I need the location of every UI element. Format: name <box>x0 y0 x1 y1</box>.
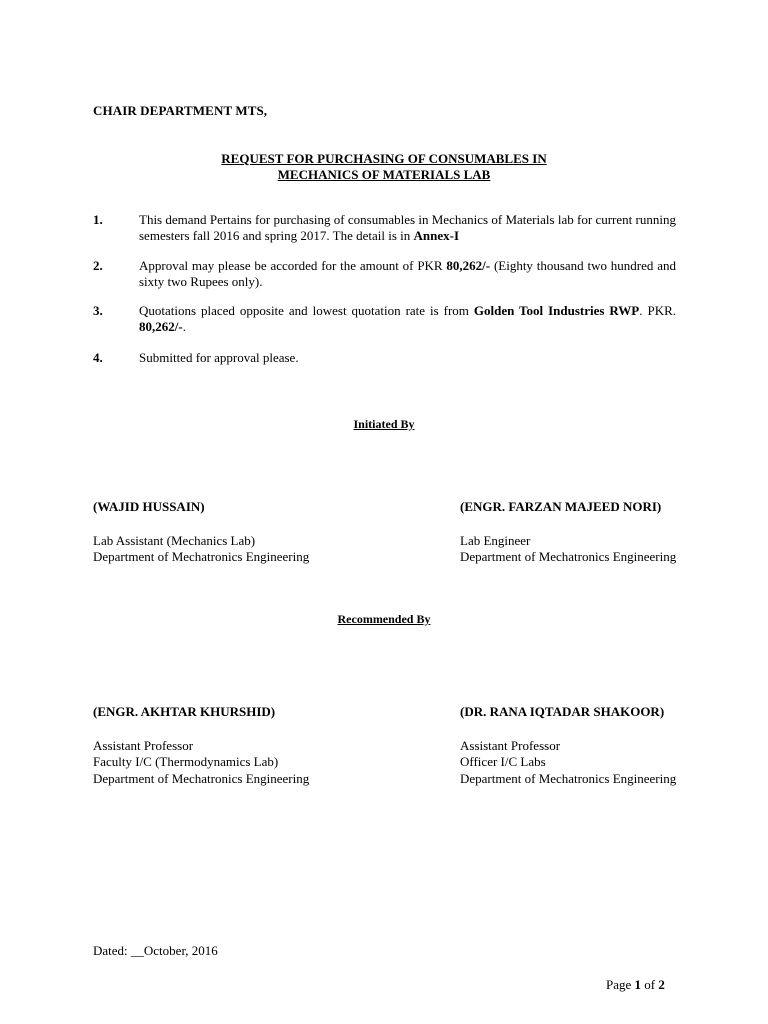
item-3-suffix: . <box>182 319 186 334</box>
signature-block-farzan <box>460 499 676 566</box>
signatory-title: Assistant Professor <box>93 737 194 753</box>
page-total: 2 <box>658 977 665 992</box>
signatory-title: Lab Engineer <box>460 532 531 548</box>
signatory-role: Officer I/C Labs <box>460 754 546 769</box>
signatory-department: Department of Mechatronics Engineering <box>460 549 677 564</box>
signatory-name: (ENGR. AKHTAR KHURSHID) <box>93 704 276 719</box>
signatory-title: Assistant Professor <box>460 737 561 753</box>
signatory-title: Lab Assistant (Mechanics Lab) <box>93 532 256 548</box>
item-number: 4. <box>93 350 103 365</box>
signatory-department: Department of Mechatronics Engineering <box>93 770 310 786</box>
amount: 80,262/- <box>139 319 183 334</box>
item-3-prefix: Quotations placed opposite and lowest quotation rate is from <box>139 303 474 318</box>
item-2-suffix: (Eighty thousand two hundred and sixty two Rupees only). <box>139 258 676 289</box>
signatory-department: Department of Mechatronics Engineering <box>93 549 310 564</box>
signatory-role: Faculty I/C (Thermodynamics Lab) <box>93 754 279 769</box>
document-date: Dated: __October, 2016 <box>93 943 218 958</box>
document-subject <box>0 151 768 183</box>
recommended-by-heading: Recommended By <box>337 612 431 626</box>
signatory-department: Department of Mechatronics Engineering <box>460 770 677 786</box>
item-number: 1. <box>93 212 103 227</box>
page-label: Page <box>606 977 635 992</box>
item-text <box>139 258 676 290</box>
signature-block-wajid <box>93 499 309 566</box>
page-of: of <box>641 977 659 992</box>
subject-line-2: MECHANICS OF MATERIALS LAB <box>277 167 491 182</box>
company-name: Golden Tool Industries RWP <box>473 303 640 318</box>
item-text: Submitted for approval please. <box>139 350 299 365</box>
item-number: 2. <box>93 258 103 273</box>
signatory-name: (WAJID HUSSAIN) <box>93 499 205 514</box>
signature-block-rana <box>460 704 676 787</box>
addressee: CHAIR DEPARTMENT MTS, <box>93 103 268 118</box>
subject-line-1: REQUEST FOR PURCHASING OF CONSUMABLES IN <box>221 151 547 166</box>
item-text <box>139 303 676 335</box>
page-number <box>606 977 665 993</box>
signatory-name: (DR. RANA IQTADAR SHAKOOR) <box>460 704 665 719</box>
signatory-name: (ENGR. FARZAN MAJEED NORI) <box>460 499 662 514</box>
item-number: 3. <box>93 303 103 318</box>
annex-reference: Annex-I <box>413 228 460 243</box>
page-current: 1 <box>634 977 642 992</box>
item-3-mid: . PKR. <box>639 303 677 318</box>
signature-block-akhtar <box>93 704 309 787</box>
initiated-by-heading: Initiated By <box>353 417 415 431</box>
item-1-text: This demand Pertains for purchasing of consumables in Mechanics of Materials lab for current running semesters fall 2016 and spring 2017. The detail is in <box>139 212 676 243</box>
item-2-prefix: Approval may please be accorded for the amount of PKR <box>139 258 447 273</box>
item-text <box>139 212 676 244</box>
amount: 80,262/- <box>446 258 491 273</box>
